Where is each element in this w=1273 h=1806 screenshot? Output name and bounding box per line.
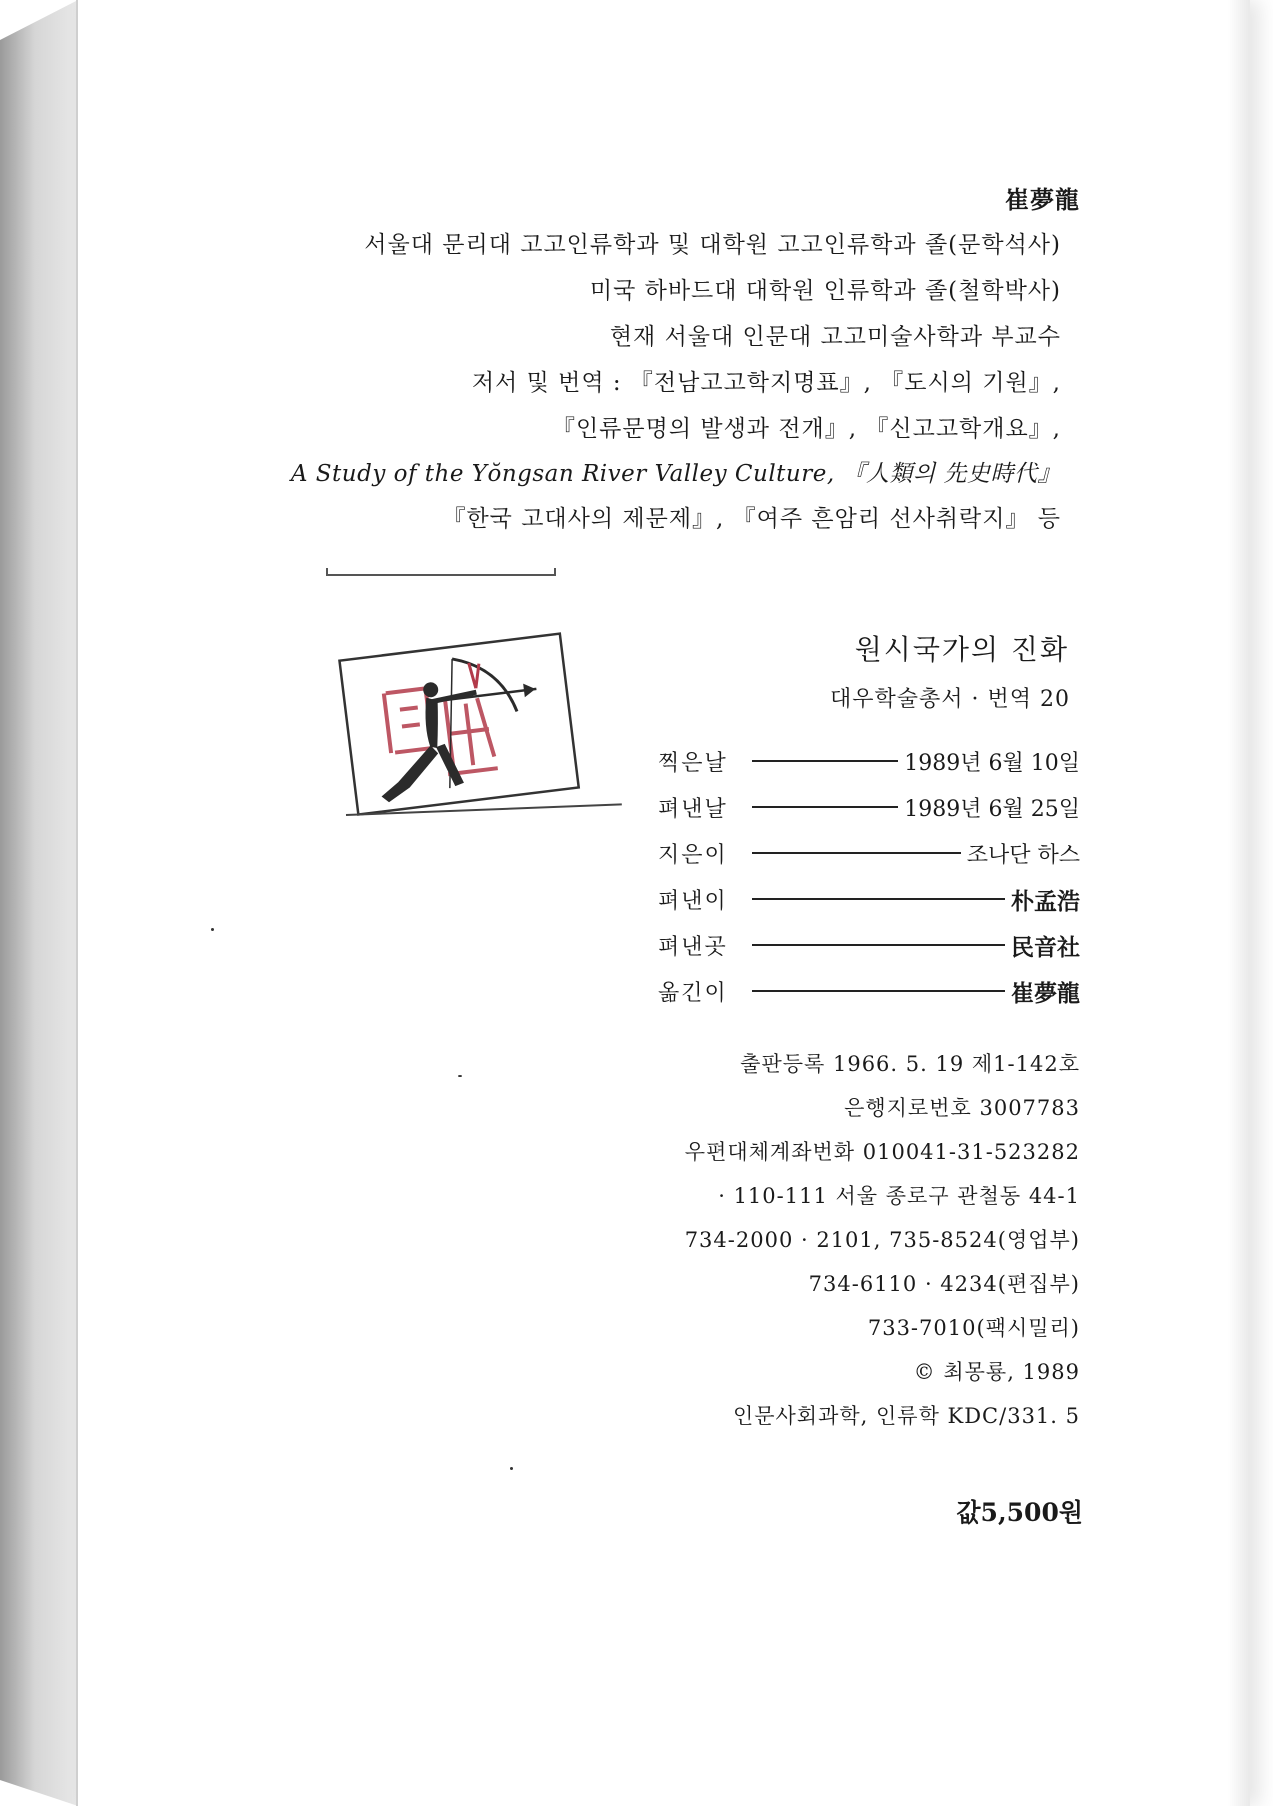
author-bio-line: 저서 및 번역 : 『전남고고학지명표』, 『도시의 기원』,: [471, 370, 1061, 396]
leader-line: [752, 852, 961, 854]
address: · 110-111 서울 종로구 관철동 44-1: [718, 1184, 1080, 1208]
postal-account: 우편대체계좌번화 010041-31-523282: [684, 1140, 1080, 1164]
colophon-value: 民音社: [1011, 933, 1080, 961]
leader-line: [752, 898, 1005, 900]
colophon-row: [658, 792, 1080, 822]
archer-seal-logo: [330, 622, 630, 827]
author-bio-line: 서울대 문리대 고고인류학과 및 대학원 고고인류학과 졸(문학석사): [364, 232, 1061, 258]
colophon-row: [658, 838, 1080, 868]
classification: 인문사회과학, 인류학 KDC/331. 5: [732, 1404, 1080, 1428]
fax: 733-7010(팩시밀리): [867, 1316, 1080, 1340]
leader-line: [752, 990, 1005, 992]
registration-info: 출판등록 1966. 5. 19 제1-142호: [740, 1052, 1080, 1076]
colophon-label: 펴낸날: [658, 796, 728, 822]
colophon-row: [658, 976, 1080, 1006]
leader-line: [752, 944, 1005, 946]
colophon-value: 1989년 6월 25일: [904, 796, 1080, 822]
colophon-value: 조나단 하스: [966, 842, 1080, 868]
colophon-label: 펴낸곳: [658, 934, 728, 960]
author-bio-line: 『한국 고대사의 제문제』, 『여주 흔암리 선사취락지』 등: [442, 506, 1061, 532]
scan-speck: [510, 1467, 513, 1470]
author-name: 崔夢龍: [1005, 185, 1080, 214]
colophon-label: 펴낸이: [658, 888, 728, 914]
series-name: 대우학술총서 · 번역 20: [830, 687, 1070, 712]
book-title: 원시국가의 진화: [854, 633, 1069, 666]
author-bio-line: 『인류문명의 발생과 전개』, 『신고고학개요』,: [551, 416, 1061, 442]
leader-line: [752, 806, 898, 808]
colophon-value: 崔夢龍: [1011, 979, 1080, 1007]
phone-sales: 734-2000 · 2101, 735-8524(영업부): [684, 1228, 1080, 1252]
colophon-value: 1989년 6월 10일: [904, 750, 1080, 776]
author-bio-line: A Study of the Yŏngsan River Valley Culture, 『人類의 先史時代』: [290, 461, 1061, 487]
colophon-row: [658, 930, 1080, 960]
copyright-notice: © 최몽룡, 1989: [913, 1360, 1080, 1384]
page-edge: [1228, 0, 1250, 1806]
colophon-row: [658, 884, 1080, 914]
author-bio-line: 현재 서울대 인문대 고고미술사학과 부교수: [609, 324, 1061, 350]
book-spine: [0, 0, 78, 1806]
scan-speck: [211, 928, 214, 931]
leader-line: [752, 760, 898, 762]
scan-speck: [458, 1075, 462, 1077]
author-bio-line: 미국 하바드대 대학원 인류학과 졸(철학박사): [589, 278, 1061, 304]
phone-editorial: 734-6110 · 4234(편집부): [808, 1272, 1080, 1296]
colophon-label: 찍은날: [658, 750, 728, 776]
colophon-value: 朴孟浩: [1011, 887, 1080, 915]
top-rule: [326, 574, 556, 576]
colophon-row: [658, 746, 1080, 776]
colophon-label: 옮긴이: [658, 980, 728, 1006]
bank-giro-number: 은행지로번호 3007783: [844, 1096, 1080, 1120]
colophon-label: 지은이: [658, 842, 728, 868]
price: 값5,500원: [956, 1498, 1083, 1527]
